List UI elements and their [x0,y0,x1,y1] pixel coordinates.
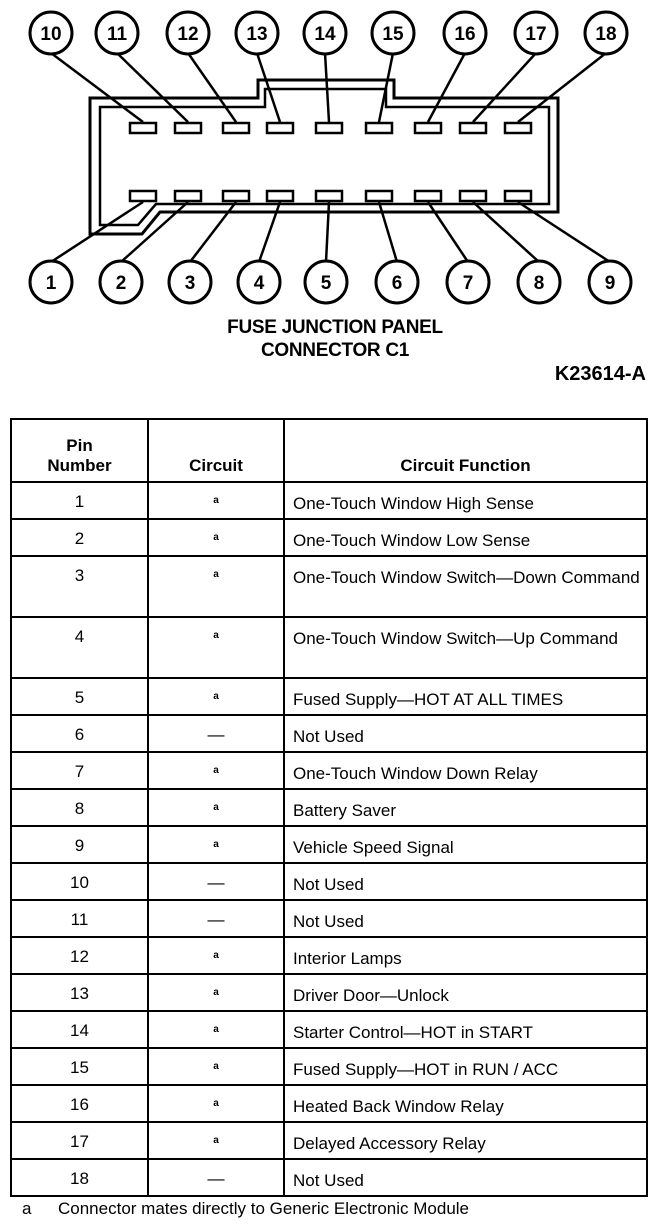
cell-pin-number: 10 [11,863,148,900]
cell-circuit-function: Fused Supply—HOT in RUN / ACC [284,1048,647,1085]
cell-circuit-function: One-Touch Window Down Relay [284,752,647,789]
pin-callout-label: 13 [246,24,268,45]
cell-circuit [148,482,284,519]
footnote-reference: a [213,691,219,702]
cell-circuit-function: Not Used [284,715,647,752]
cell-circuit-function: One-Touch Window Switch—Up Command [284,617,647,678]
pin-callout-label: 2 [115,273,127,294]
table-row [11,519,647,556]
cell-circuit-function: Not Used [284,863,647,900]
table-row [11,1048,647,1085]
table-header-row [11,419,647,482]
pin-callout-label: 7 [462,273,474,294]
pin-callout-label: 16 [454,24,476,45]
bottom-pin-callout-9 [589,261,631,303]
pin-callout-label: 11 [106,24,128,45]
pin-table [10,418,648,1197]
cell-circuit [148,974,284,1011]
connector-housing-inner [100,89,549,225]
cell-pin-number: 18 [11,1159,148,1196]
top-terminal-15 [366,123,392,133]
table-row [11,1159,647,1196]
footnote-reference: a [213,532,219,543]
connector-housing-outer [90,80,558,234]
pin-callout-label: 12 [177,24,199,45]
pin-callout-label: 8 [533,273,545,294]
table-row [11,937,647,974]
cell-circuit [148,900,284,937]
top-leader-line-13 [257,53,280,122]
cell-pin-number: 15 [11,1048,148,1085]
cell-pin-number: 11 [11,900,148,937]
cell-circuit-function: Not Used [284,900,647,937]
top-terminal-17 [460,123,486,133]
top-terminal-10 [130,123,156,133]
cell-pin-number: 4 [11,617,148,678]
cell-circuit-function: Not Used [284,1159,647,1196]
cell-pin-number: 8 [11,789,148,826]
cell-circuit [148,617,284,678]
pin-callout-label: 6 [391,273,403,294]
cell-circuit [148,556,284,617]
cell-circuit-function: Heated Back Window Relay [284,1085,647,1122]
cell-circuit [148,863,284,900]
cell-circuit [148,1159,284,1196]
cell-circuit [148,752,284,789]
pin-callout-label: 9 [604,273,616,294]
pin-callout-label: 5 [320,273,332,294]
not-used-dash: — [207,910,225,929]
diagram-caption-line2: CONNECTOR C1 [260,340,410,361]
header-pin-number [11,419,148,482]
top-leader-line-17 [473,53,536,122]
not-used-dash: — [207,1169,225,1188]
cell-circuit [148,1085,284,1122]
top-pin-callout-10 [30,12,72,54]
table-row [11,974,647,1011]
top-leader-line-15 [379,53,393,122]
top-pin-callout-14 [304,12,346,54]
table-row [11,863,647,900]
bottom-terminal-1 [130,191,156,201]
footnote-reference: a [213,839,219,850]
cell-circuit-function: Battery Saver [284,789,647,826]
header-circuit: Circuit [148,419,284,482]
cell-circuit-function: Interior Lamps [284,937,647,974]
top-terminal-11 [175,123,201,133]
bottom-terminal-2 [175,191,201,201]
bottom-terminal-4 [267,191,293,201]
footnote-reference: a [213,630,219,641]
cell-pin-number: 9 [11,826,148,863]
footnote-reference: a [213,1135,219,1146]
cell-pin-number: 7 [11,752,148,789]
cell-pin-number: 5 [11,678,148,715]
cell-circuit-function: Fused Supply—HOT AT ALL TIMES [284,678,647,715]
table-row [11,556,647,617]
pin-callout-label: 18 [595,24,617,45]
top-terminal-16 [415,123,441,133]
top-pin-callout-11 [96,12,138,54]
bottom-pin-callout-5 [305,261,347,303]
cell-pin-number: 14 [11,1011,148,1048]
bottom-terminal-3 [223,191,249,201]
figure-id: K23614-A [554,363,646,385]
table-row [11,1011,647,1048]
footnote-reference: a [213,1024,219,1035]
cell-pin-number: 3 [11,556,148,617]
cell-circuit [148,715,284,752]
bottom-terminal-8 [460,191,486,201]
cell-circuit-function: One-Touch Window Low Sense [284,519,647,556]
cell-circuit [148,678,284,715]
cell-pin-number: 6 [11,715,148,752]
top-leader-line-12 [188,53,236,122]
cell-circuit [148,1122,284,1159]
pin-callout-label: 15 [382,24,404,45]
not-used-dash: — [207,725,225,744]
table-row [11,1122,647,1159]
bottom-pin-callout-1 [30,261,72,303]
cell-pin-number: 17 [11,1122,148,1159]
cell-pin-number: 12 [11,937,148,974]
table-row [11,482,647,519]
pin-callout-label: 10 [40,24,62,45]
table-row [11,826,647,863]
table-row [11,617,647,678]
table-row [11,678,647,715]
top-leader-line-14 [325,53,329,122]
top-pin-callout-12 [167,12,209,54]
bottom-pin-callout-3 [169,261,211,303]
top-pin-callout-16 [444,12,486,54]
cell-circuit [148,1048,284,1085]
footnote-reference: a [213,950,219,961]
pin-callout-label: 17 [525,24,547,45]
diagram-caption-line1: FUSE JUNCTION PANEL [227,317,443,338]
bottom-leader-line-9 [518,202,610,262]
top-pin-callout-13 [236,12,278,54]
bottom-terminal-9 [505,191,531,201]
table-row [11,715,647,752]
bottom-pin-callout-7 [447,261,489,303]
header-pin-line1: Pin [66,436,93,455]
cell-circuit [148,519,284,556]
footnote-reference: a [213,495,219,506]
footnote-reference: a [213,569,219,580]
footnote [22,1199,469,1219]
cell-circuit [148,1011,284,1048]
footnote-reference: a [213,765,219,776]
bottom-terminal-5 [316,191,342,201]
bottom-pin-callout-8 [518,261,560,303]
cell-pin-number: 13 [11,974,148,1011]
cell-circuit [148,826,284,863]
table-row [11,1085,647,1122]
bottom-terminal-6 [366,191,392,201]
bottom-terminal-7 [415,191,441,201]
top-pin-callout-17 [515,12,557,54]
footnote-reference: a [213,802,219,813]
cell-circuit-function: One-Touch Window Switch—Down Command [284,556,647,617]
bottom-pin-callout-6 [376,261,418,303]
table-row [11,789,647,826]
top-leader-line-16 [428,53,465,122]
pin-callout-label: 1 [45,273,57,294]
cell-circuit-function: Driver Door—Unlock [284,974,647,1011]
top-pin-callout-15 [372,12,414,54]
header-pin-line2: Number [47,456,112,475]
cell-circuit [148,937,284,974]
bottom-pin-callout-2 [100,261,142,303]
footnote-reference: a [213,987,219,998]
pin-callout-label: 3 [184,273,196,294]
header-circuit-function: Circuit Function [284,419,647,482]
cell-circuit-function: Delayed Accessory Relay [284,1122,647,1159]
top-terminal-12 [223,123,249,133]
cell-pin-number: 2 [11,519,148,556]
footnote-text: Connector mates directly to Generic Electronic Module [58,1199,470,1218]
bottom-pin-callout-4 [238,261,280,303]
not-used-dash: — [207,873,225,892]
table-row [11,900,647,937]
top-terminal-13 [267,123,293,133]
footnote-reference: a [213,1061,219,1072]
cell-pin-number: 16 [11,1085,148,1122]
pin-callout-label: 14 [314,24,336,45]
pin-callout-label: 4 [253,273,265,294]
top-leader-line-18 [518,53,606,122]
cell-circuit-function: Vehicle Speed Signal [284,826,647,863]
top-pin-callout-18 [585,12,627,54]
cell-circuit-function: One-Touch Window High Sense [284,482,647,519]
cell-circuit [148,789,284,826]
cell-pin-number: 1 [11,482,148,519]
cell-circuit-function: Starter Control—HOT in START [284,1011,647,1048]
top-terminal-18 [505,123,531,133]
table-row [11,752,647,789]
footnote-mark: a [22,1199,32,1218]
footnote-reference: a [213,1098,219,1109]
top-terminal-14 [316,123,342,133]
